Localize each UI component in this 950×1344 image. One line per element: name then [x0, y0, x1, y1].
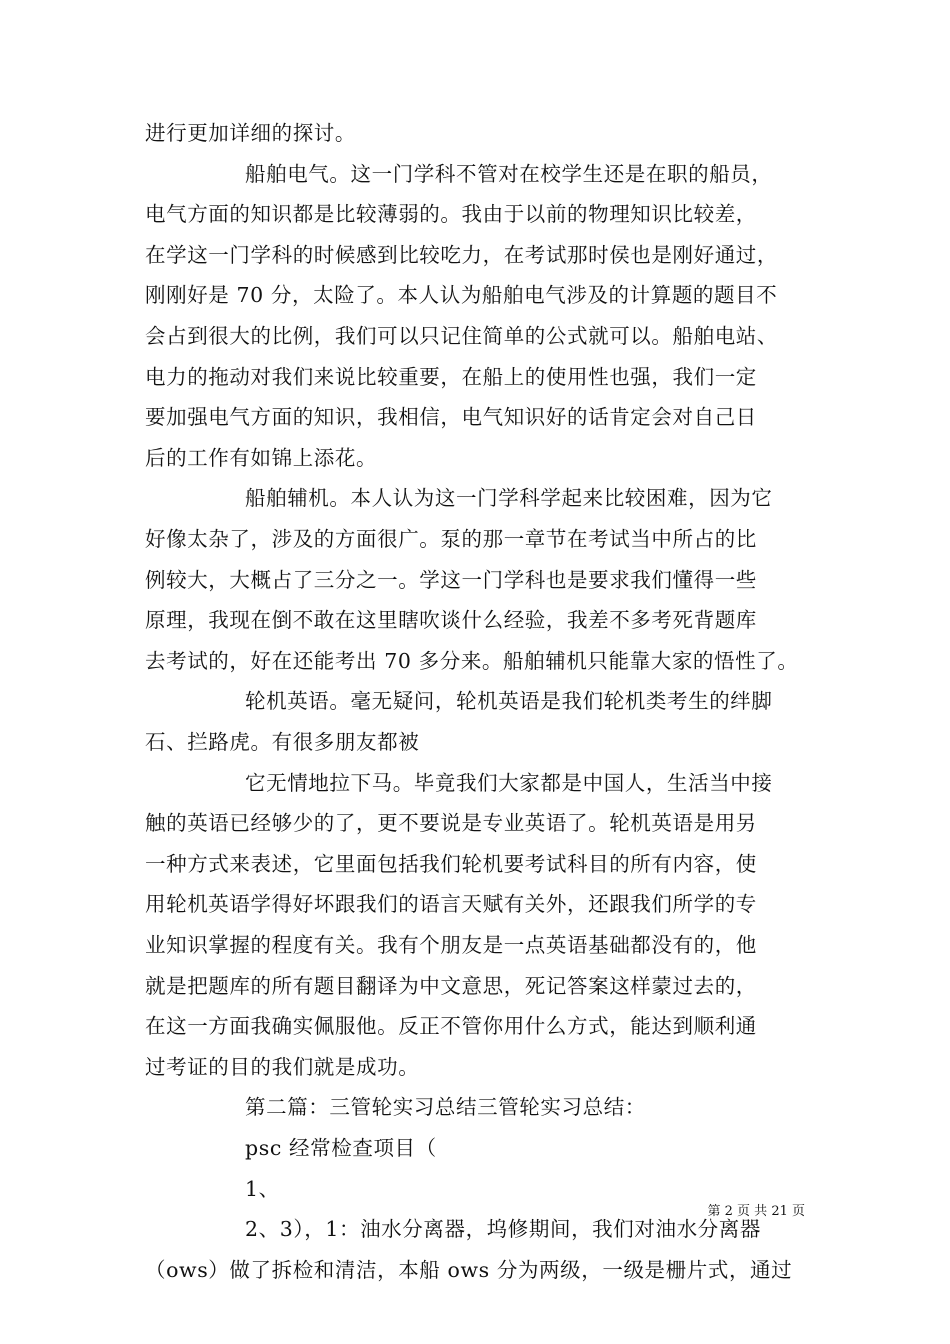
paragraph-line: 刚刚好是 70 分，太险了。本人认为船舶电气涉及的计算题的题目不 — [145, 283, 778, 308]
paragraph-line: 电力的拖动对我们来说比较重要，在船上的使用性也强，我们一定 — [145, 364, 757, 389]
paragraph-line: 就是把题库的所有题目翻译为中文意思，死记答案这样蒙过去的， — [145, 973, 757, 998]
paragraph-line: 好像太杂了，涉及的方面很广。泵的那一章节在考试当中所占的比 — [145, 527, 757, 551]
paragraph-line: 原理，我现在倒不敢在这里瞎吹谈什么经验，我差不多考死背题库 — [145, 608, 757, 633]
section-heading-line: 第二篇：三管轮实习总结三管轮实习总结： — [245, 1095, 646, 1120]
paragraph-line: 用轮机英语学得好坏跟我们的语言天赋有关外，还跟我们所学的专 — [145, 892, 757, 917]
paragraph-line: psc 经常检查项目（ — [245, 1136, 437, 1160]
page-number-footer: 第 2 页 共 21 页 — [707, 1204, 805, 1219]
paragraph-line: 在学这一门学科的时候感到比较吃力，在考试那时侯也是刚好通过， — [145, 242, 778, 267]
paragraph-line: 例较大，大概占了三分之一。学这一门学科也是要求我们懂得一些 — [145, 567, 757, 592]
paragraph-line: 轮机英语。毫无疑问，轮机英语是我们轮机类考生的绊脚 — [245, 689, 773, 714]
paragraph-line: 石、拦路虎。有很多朋友都被 — [145, 730, 420, 754]
paragraph-line: 去考试的，好在还能考出 70 多分来。船舶辅机只能靠大家的悟性了。 — [145, 648, 799, 673]
paragraph-line: （ows）做了拆检和清洁，本船 ows 分为两级，一级是栅片式，通过 — [145, 1257, 793, 1282]
paragraph-line: 2、3），1：油水分离器，坞修期间，我们对油水分离器 — [245, 1217, 761, 1242]
paragraph-line: 1、 — [245, 1176, 280, 1201]
paragraph-line: 过考证的目的我们就是成功。 — [145, 1054, 420, 1079]
paragraph-line: 它无情地拉下马。毕竟我们大家都是中国人，生活当中接 — [245, 770, 773, 795]
paragraph-line: 进行更加详细的探讨。 — [145, 121, 356, 145]
paragraph-line: 在这一方面我确实佩服他。反正不管你用什么方式，能达到顺利通 — [145, 1014, 757, 1039]
paragraph-line: 船舶辅机。本人认为这一门学科学起来比较困难，因为它 — [245, 486, 773, 511]
paragraph-line: 船舶电气。这一门学科不管对在校学生还是在职的船员， — [245, 161, 773, 186]
paragraph-line: 要加强电气方面的知识，我相信，电气知识好的话肯定会对自己日 — [145, 405, 757, 430]
paragraph-line: 后的工作有如锦上添花。 — [145, 445, 378, 470]
paragraph-line: 会占到很大的比例，我们可以只记住简单的公式就可以。船舶电站、 — [145, 324, 778, 348]
paragraph-line: 触的英语已经够少的了，更不要说是专业英语了。轮机英语是用另 — [145, 811, 757, 836]
paragraph-line: 业知识掌握的程度有关。我有个朋友是一点英语基础都没有的，他 — [145, 933, 757, 957]
paragraph-line: 电气方面的知识都是比较薄弱的。我由于以前的物理知识比较差， — [145, 202, 757, 227]
paragraph-line: 一种方式来表述，它里面包括我们轮机要考试科目的所有内容，使 — [145, 851, 757, 876]
